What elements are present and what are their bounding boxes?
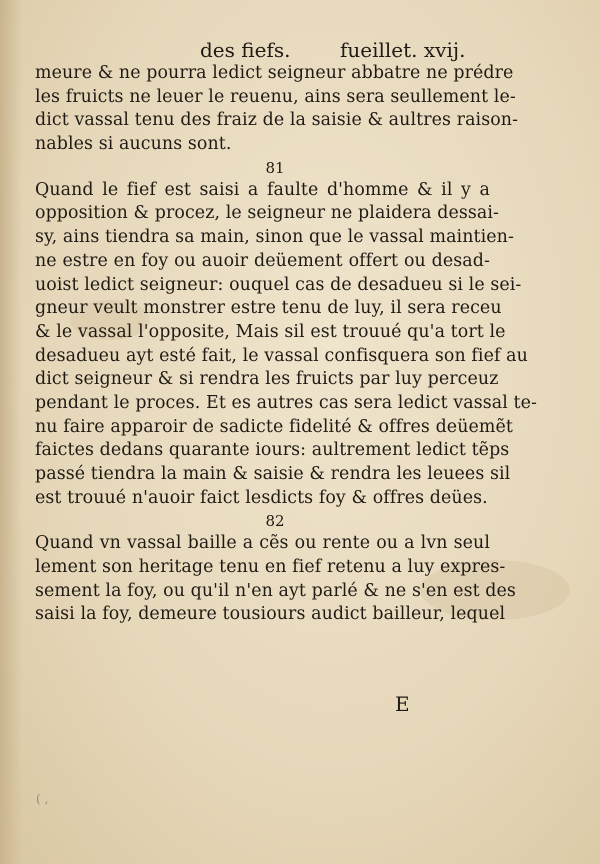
text-line: est trouué n'auoir faict lesdicts foy & offres deües. [35,487,488,508]
text-line: saisi la foy, demeure tousiours audict bailleur, lequel [35,604,506,625]
text-line: dict vassal tenu des fraiz de la saisie & aultres raison- [35,110,519,131]
text-line: sy, ains tiendra sa main, sinon que le vassal maintien- [35,227,514,248]
text-line: lement son heritage tenu en fief retenu a luy expres- [35,557,506,578]
text-line: nu faire apparoir de sadicte fidelité & offres deüemẽt [35,416,513,437]
text-line: passé tiendra la main & saisie & rendra les leuees sil [35,464,511,484]
page-gutter-shadow [0,0,22,864]
text-line: opposition & procez, le seigneur ne plaidera dessai- [35,203,499,224]
text-line: nables si aucuns sont. [35,134,232,155]
text-line: sement la foy, ou qu'il n'en ayt parlé & ne s'en est des [35,580,516,601]
text-line: les fruicts ne leuer le reuenu, ains sera seullement le- [35,86,516,107]
running-head-folio: fueillet. xvij. [340,38,466,62]
section-number: 82 [265,512,285,531]
running-head-section: des fiefs. [200,38,291,62]
text-line: ne estre en foy ou auoir deüement offert ou desad- [35,250,490,271]
text-line: faictes dedans quarante iours: aultrement ledict tẽps [35,440,510,461]
text-line: meure & ne pourra ledict seigneur abbatre ne prédre [35,63,514,83]
section-number: 81 [265,158,285,177]
text-line: uoist ledict seigneur: ouquel cas de desadueu si le sei- [35,274,522,295]
text-line: desadueu ayt esté fait, le vassal confisquera son fief au [35,345,528,366]
text-line: Quand vn vassal baille a cẽs ou rente ou a lvn seul [35,533,490,554]
text-line: dict seigneur & si rendra les fruicts par luy perceuz [35,369,499,390]
text-line: pendant le proces. Et es autres cas sera ledict vassal te- [35,392,537,413]
text-line: & le vassal l'opposite, Mais sil est trouué qu'a tort le [35,321,506,342]
text-line: Quand le fief est saisi a faulte d'homme & il y a [35,179,490,200]
text-line: gneur veult monstrer estre tenu de luy, il sera receu [35,298,502,319]
body-text [35,62,537,627]
margin-marks: ( , [36,792,49,806]
catchword-signature: E [395,692,410,716]
